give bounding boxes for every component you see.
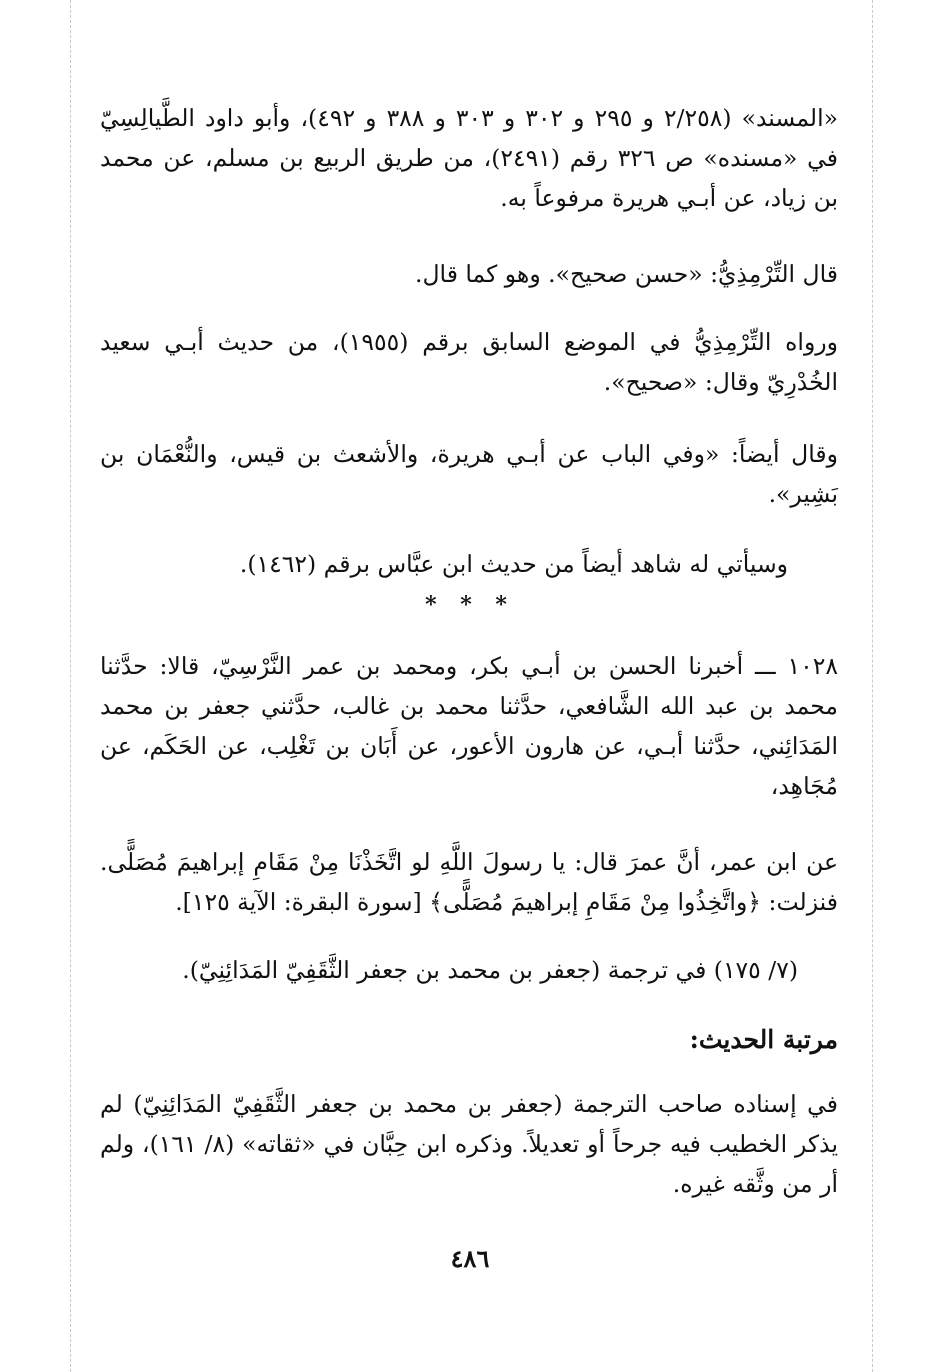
hadith-1028-matn: عن ابن عمر، أنَّ عمرَ قال: يا رسولَ اللَّهِ لو اتَّخَذْنَا مِنْ مَقَامِ إبراهيمَ مُصَلًّى. فنزلت: ﴿واتَّخِذُوا مِنْ مَقَامِ إبراهيمَ مُصَلًّى﴾ [سورة البقرة: الآية ١٢٥]. <box>100 848 838 916</box>
hadith-grade-heading: مرتبة الحديث: <box>689 1025 838 1054</box>
paragraph-musnad-sources: «المسند» (٢/٢٥٨ و ٢٩٥ و ٣٠٢ و ٣٠٣ و ٣٨٨ و ٤٩٢)، وأبو داود الطَّيالِسِيّ في «مسنده» ص ٣٢٦ رقم (٢٤٩١)، من طريق الربيع بن مسلم، عن محمد بن زياد، عن أبـي هريرة مرفوعاً به. <box>100 104 838 212</box>
paragraph-ibn-abbas-witness: وسيأتي له شاهد أيضاً من حديث ابن عبَّاس برقم (١٤٦٢). <box>239 550 788 578</box>
hadith-1028-isnad: ١٠٢٨ ـــ أخبرنا الحسن بن أبـي بكر، ومحمد بن عمر النَّرْسِيّ، قالا: حدَّثنا محمد بن عبد الله الشَّافعي، حدَّثنا محمد بن غالب، حدَّثني جعفر بن محمد المَدَائِني، حدَّثنا أبـي، عن هارون الأعور، عن أَبَان بن تَغْلِب، عن الحَكَم، عن مُجَاهِد، <box>100 652 838 800</box>
section-separator: * * * <box>425 592 515 618</box>
hadith-source-reference: (٧/ ١٧٥) في ترجمة (جعفر بن محمد بن جعفر الثَّقَفِيّ المَدَائِنِيّ). <box>182 956 798 984</box>
paragraph-other-narrators: وقال أيضاً: «وفي الباب عن أبـي هريرة، والأشعث بن قيس، والنُّعْمَان بن بَشِير». <box>100 440 838 508</box>
margin-guide-left <box>70 0 71 1372</box>
page-number: ٤٨٦ <box>450 1244 490 1273</box>
margin-guide-right <box>872 0 873 1372</box>
paragraph-abu-said-narration: ورواه التِّرْمِذِيُّ في الموضع السابق برقم (١٩٥٥)، من حديث أبـي سعيد الخُدْرِيّ وقال: «صحيح». <box>100 328 838 396</box>
paragraph-tirmidhi-grade: قال التِّرْمِذِيُّ: «حسن صحيح». وهو كما قال. <box>414 260 838 288</box>
hadith-grade-text: في إسناده صاحب الترجمة (جعفر بن محمد بن جعفر الثَّقَفِيّ المَدَائِنِيّ) لم يذكر الخطيب فيه جرحاً أو تعديلاً. وذكره ابن حِبَّان في «ثقاته» (٨/ ١٦١)، ولم أر من وثَّقه غيره. <box>100 1090 838 1198</box>
